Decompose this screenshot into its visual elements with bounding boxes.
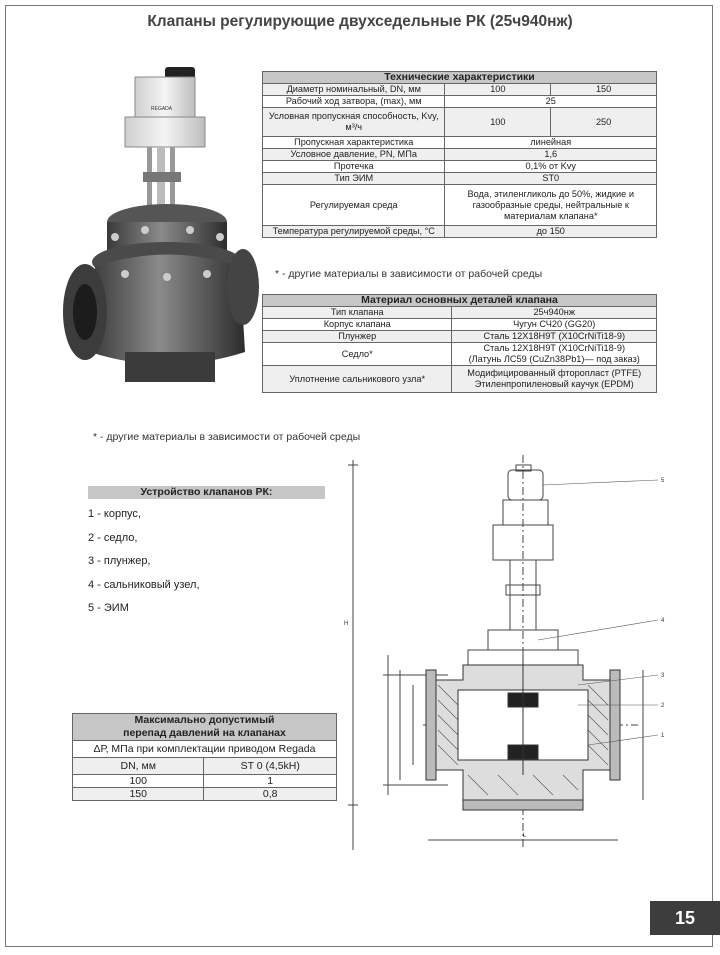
tech-label: Диаметр номинальный, DN, мм — [263, 84, 445, 96]
tech-table — [262, 71, 657, 238]
tech-table-header: Технические характеристики — [263, 72, 657, 84]
pressure-value: 1 — [204, 775, 337, 788]
pressure-col-st0: ST 0 (4,5kH) — [204, 758, 337, 775]
material-label: Тип клапана — [263, 307, 452, 319]
tech-value: 0,1% от Kvy — [445, 161, 657, 173]
material-value — [452, 366, 657, 393]
materials-table-header: Материал основных деталей клапана — [263, 295, 657, 307]
material-value: Сталь 12Х18Н9Т (X10CrNiTi18-9) — [452, 331, 657, 343]
device-header: Устройство клапанов РК: — [88, 486, 325, 499]
tech-value: до 150 — [445, 226, 657, 238]
device-item: 3 - плунжер, — [88, 555, 151, 567]
dimension-label-h: H — [344, 621, 349, 627]
pressure-header-line: перепад давлений на клапанах — [123, 727, 286, 739]
materials-table — [262, 294, 657, 393]
material-value-line: Этиленпропиленовый каучук (EPDM) — [474, 379, 634, 389]
page-number-badge: 15 — [650, 901, 720, 935]
tech-value: 150 — [551, 84, 657, 96]
tech-value: 1,6 — [445, 149, 657, 161]
device-item: 1 - корпус, — [88, 508, 141, 520]
footnote-tech: * - другие материалы в зависимости от рабочей среды — [275, 268, 543, 280]
pressure-dn: 100 — [73, 775, 204, 788]
drawing-label: 1 — [661, 733, 665, 739]
tech-value: линейная — [445, 137, 657, 149]
tech-label: Тип ЭИМ — [263, 173, 445, 185]
tech-label: Пропускная характеристика — [263, 137, 445, 149]
material-value — [452, 343, 657, 366]
pressure-dn: 150 — [73, 788, 204, 801]
material-value-line: Модифицированный фторопласт (PTFE) — [467, 368, 642, 378]
tech-label: Температура регулируемой среды, °С — [263, 226, 445, 238]
material-value-line: (Латунь ЛС59 (CuZn38Pb1)— под заказ) — [468, 354, 640, 364]
valve-cross-section-drawing — [338, 455, 678, 860]
tech-label: Условная пропускная способность, Kvy, м³/ч — [263, 108, 445, 137]
tech-label: Регулируемая среда — [263, 185, 445, 226]
material-value-line: Сталь 12Х18Н9Т (X10CrNiTi18-9) — [483, 343, 625, 353]
tech-value: 25 — [445, 96, 657, 108]
drawing-label: 5 — [661, 478, 665, 484]
material-label: Плунжер — [263, 331, 452, 343]
pressure-value: 0,8 — [204, 788, 337, 801]
pressure-table-header — [73, 714, 337, 741]
tech-label: Рабочий ход затвора, (max), мм — [263, 96, 445, 108]
pressure-header-line: Максимально допустимый — [134, 714, 275, 726]
tech-value: 100 — [445, 84, 551, 96]
tech-value: 250 — [551, 108, 657, 137]
device-item: 4 - сальниковый узел, — [88, 578, 200, 591]
device-item: 5 - ЭИМ — [88, 602, 129, 614]
tech-value: Вода, этиленгликоль до 50%, жидкие и газообразные среды, нейтральные к материалам клапана* — [445, 185, 657, 226]
device-list — [88, 508, 200, 626]
material-label: Седло* — [263, 343, 452, 366]
drawing-label: 2 — [661, 703, 665, 709]
tech-label: Протечка — [263, 161, 445, 173]
pressure-table — [72, 713, 337, 801]
pressure-subheader: ΔР, МПа при комплектации приводом Regada — [73, 741, 337, 758]
tech-label: Условное давление, PN, МПа — [263, 149, 445, 161]
tech-value: ST0 — [445, 173, 657, 185]
footnote-materials: * - другие материалы в зависимости от рабочей среды — [93, 431, 361, 443]
brand-logo: REGADA — [151, 106, 173, 112]
material-label: Уплотнение сальникового узла* — [263, 366, 452, 393]
dimension-label-l: L — [523, 833, 527, 839]
drawing-label: 3 — [661, 673, 665, 679]
device-item: 2 - седло, — [88, 531, 138, 544]
material-value: 25ч940нж — [452, 307, 657, 319]
page-title: Клапаны регулирующие двухседельные РК (25ч940нж) — [147, 13, 573, 30]
valve-photo — [55, 62, 260, 397]
material-label: Корпус клапана — [263, 319, 452, 331]
tech-value: 100 — [445, 108, 551, 137]
pressure-col-dn: DN, мм — [73, 758, 204, 775]
material-value: Чугун СЧ20 (GG20) — [452, 319, 657, 331]
drawing-label: 4 — [661, 618, 665, 624]
